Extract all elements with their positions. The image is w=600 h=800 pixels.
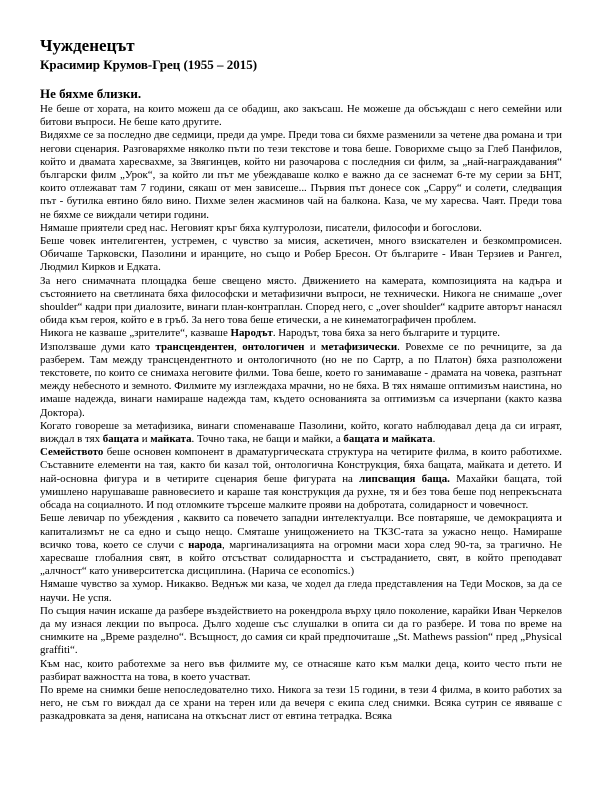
body-text (40, 103, 562, 724)
text-run: Когато говореше за метафизика, винаги споменаваше Пазолини, който, когато наблюдавал деца да си играят, виждал в тях (40, 419, 562, 446)
paragraph (40, 446, 562, 512)
text-run: . Точно така, не бащи и майки, а (191, 433, 344, 446)
text-run: . Ровехме се по речниците, за да разберем. Там между трансцендентното и онтологичното (но не по Сартр, а по Платон) бяха разположени текстовете, по които се снимаха неговите филми. Това беше, което го занимаваше - драмата на човека, разпънат между небесното и земното. Филмите му изглеждаха мрачни, но не бяха. В тях нямаше оптимизъм наистина, но имаше надежда, винаги намираше надежда там, където основанията за оптимизъм са изчерпани (както казва Доктора). (40, 340, 562, 419)
paragraph (40, 222, 562, 235)
paragraph (40, 605, 562, 658)
paragraph (40, 235, 562, 275)
text-run: Не беше от хората, на които можеш да се обадиш, ако закъсаш. Не можеше да обсъждаш с него семейни или битови въпроси. Не беше като другите. (40, 103, 562, 129)
paragraph (40, 129, 562, 221)
bold-text: трансцендентен (155, 340, 235, 353)
document-page (40, 36, 562, 724)
section-heading: Не бяхме близки. (40, 86, 142, 101)
paragraph (40, 658, 562, 684)
paragraph (40, 275, 562, 328)
paragraph (40, 578, 562, 604)
paragraph (40, 684, 562, 724)
text-run: Нямаше приятели сред нас. Неговият кръг бяха културолози, писатели, философи и богослови. (40, 221, 482, 234)
text-run: . (432, 433, 436, 446)
paragraph (40, 103, 562, 129)
paragraph (40, 341, 562, 420)
text-run: беше основен компонент в драматургическата структура на четирите филма, в които работихме. Съставните елементи на тая, както би казал той, онтологична Конструкция, бяха бащата, майката и детето. И най-основна фигура и в четирите сценария беше фигурата на (40, 446, 562, 485)
text-run: Беше левичар по убеждения , каквито са повечето западни интелектуалци. Все повтаряше, че демокрацията и капитализмът не са едно и също нещо. Смяташе унищожението на ТКЗС-тата за ужасно нещо. Намираше всичко това, което се случи с (40, 512, 562, 551)
text-run: и (304, 340, 322, 353)
bold-text: майката (150, 433, 192, 446)
text-run: . Народът, това бяха за него българите и турците. (272, 327, 500, 340)
bold-text: бащата (102, 433, 139, 446)
text-run: Видяхме се за последно две седмици, преди да умре. Преди това си бяхме разменили за четене два романа и три негови сценария. Разговаряхме няколко пъти по тези текстове и това беше. Говорихме също за Глеб Панфилов, който и двамата харесвахме, за Звягинцев, който ни разочарова с последния си филм, за „най-награждавания“ български филм „Урок“, за който ли път ме убеждаваше колко е важно да се заснемат 6-те му серии за БНТ, които отлежават там 7 години, сякаш от мен зависеше... Първия път донесе сок „Сарру“ и солети, следващия път - бутилка евтино бяло вино. Пихме зелен жасминов чай на балкона. Каза, че му харесва. Чаят. Преди това не бяхме се виждали четири години. (40, 129, 562, 221)
text-run: Към нас, които работехме за него във филмите му, се отнасяше като към малки деца, които често пъти не разбират важността на това, в което участват. (40, 657, 562, 683)
bold-text: бащата и майката (343, 433, 433, 446)
text-run: По същия начин искаше да разбере въздействието на рокендрола върху цяло поколение, карайки Иван Черкелов да му изнася лекции по въпроса. Дълго ходеше със слушалки в опита си да го разбере. И това по време на снимките на „Време разделно“. Всъщност, до самия си край предпочиташе „St. Mathews passion“ пред „Physical graffiti“. (40, 604, 562, 657)
text-run: Беше човек интелигентен, устремен, с чувство за мисия, аскетичен, много взискателен и безкомпромисен. Обичаше Тарковски, Пазолини и иранците, но също и Робер Бресон. От българите - Иван Терзиев и Рангел, Людмил Кирков и Едката. (40, 235, 562, 274)
text-run: За него снимачната площадка беше свещено място. Движението на камерата, композицията на кадъра и състоянието на светлината бяха философски и метафизични въпроси, не технически. Никога не снимаше „over shoulder“ кадри при диалозите, винаги план-контраплан. Според него, с „over shoulder“ кадрите авторът нанасял обида към героя, който е в гръб. За него това беше етически, а не кинематографичен проблем. (40, 274, 562, 327)
paragraph (40, 327, 562, 340)
bold-text: народа (188, 538, 222, 551)
paragraph (40, 420, 562, 446)
text-run: Никога не казваше „зрителите“, казваше (40, 327, 231, 340)
text-run: Махайки бащата, той умишлено нарушаваше равновесието и караше тая конструкция да рухне, тя и без това беше под непрекъсната обсада на социалното. И под отломките търсеше малките прояви на добротата, солидарност и човечност. (40, 472, 562, 512)
text-run: По време на снимки беше непоследователно тихо. Никога за тези 15 години, в тези 4 филма, в които работих за него, не съм го виждал да се храни на терен или да вечеря с екипа след снимки. Всяка сутрин се явяваше с разкадровката за деня, написана на откъснат лист от евтина тетрадка. Всяка (40, 683, 562, 723)
bold-text: онтологичен (242, 340, 305, 353)
paragraph (40, 512, 562, 578)
text-run: , маргинализацията на огромни маси хора след 90-та, за трагично. Не харесваше глобалния свят, в който отсъстват солидарността и състраданието, свят, в който преподават „алчност“ като университетска дисциплина. (Нарича се economics.) (40, 538, 562, 578)
bold-text: липсващия баща. (359, 472, 450, 485)
bold-text: Семейството (40, 446, 104, 459)
text-run: , (234, 340, 243, 353)
bold-text: метафизически (321, 340, 398, 353)
text-run: Нямаше чувство за хумор. Никакво. Веднъж ми каза, че ходел да гледа представления на Теди Москов, за да се научи. Не успя. (40, 578, 562, 604)
document-title: Чужденецът (40, 36, 135, 55)
text-run: и (138, 433, 151, 446)
text-run: Използваше думи като (40, 340, 156, 353)
author-line: Красимир Крумов-Грец (1955 – 2015) (40, 57, 258, 72)
bold-text: Народът (230, 327, 273, 340)
